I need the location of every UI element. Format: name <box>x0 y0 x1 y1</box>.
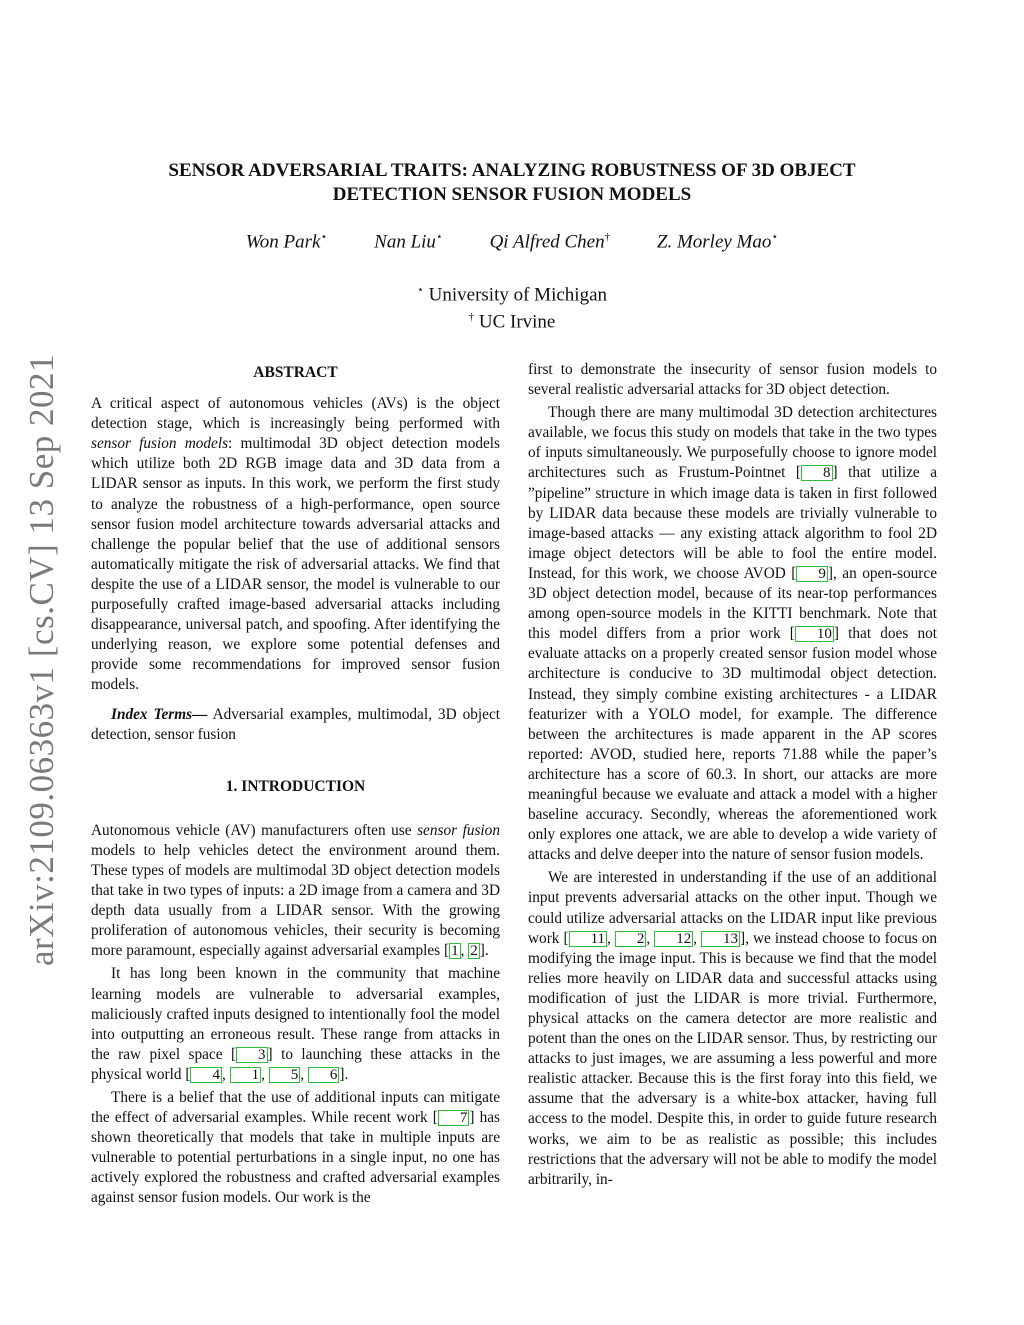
affiliations <box>100 279 924 334</box>
affiliation-mark: † <box>468 311 475 324</box>
author-mark: ⋆ <box>435 231 443 243</box>
intro-paragraph-1: Autonomous vehicle (AV) manufacturers often use sensor fusion models to help vehicles detect the environment around them. These types of models are multimodal 3D object detection models that take in two types of inputs: a 2D image from a camera and 3D depth data usually from a LIDAR sensor. With the growing proliferation of autonomous vehicles, their security is becoming more paramount, especially against adversarial examples [ 1 , 2 ]. <box>91 821 500 960</box>
body-text: , an open-source 3D object detection model, because of its near-top performances among open-source models in the KITTI benchmark. Note that this model differs from a prior work <box>528 564 937 643</box>
right-paragraph-2: We are interested in understanding if the use of an additional input prevents adversarial attacks on the other input. Though we could utilize adversarial attacks on the LIDAR input like previous work [ 11 , 2 , 12 , 13 ], we instead choose to focus on modifying the image input. This is because we find that the model relies more heavily on LIDAR data and successful attacks using modification of just the LIDAR is more trivial. Furthermore, physical attacks on the camera detector are more realistic and potent than the ones on the LIDAR sensor. Thus, by restricting our attacks to just images, we are assuming a less powerful and more realistic attacker. Because this is the first foray into this field, we assume that the adversary is a white-box attacker, having full access to the model. Despite this, in order to guide future research works, we aim to be as realistic as possible; this includes restrictions that the adversary will not be able to modify the model arbitrarily, in- <box>528 869 938 1188</box>
citation-link[interactable]: 13 <box>701 931 740 947</box>
body-text: to launching these attacks in the physical world <box>91 1045 500 1083</box>
body-text: Though there are many multimodal 3D detection architectures available, we focus this study on models that take in the two types of inputs simultaneously. We purposefully choose to ignore model architectures such as Frustum-Pointnet <box>528 404 937 482</box>
affiliation <box>100 306 924 333</box>
affiliation-mark: ⋆ <box>417 284 424 296</box>
arxiv-identifier: arXiv:2109.06363v1 [cs.CV] 13 Sep 2021 <box>22 353 61 967</box>
author <box>246 230 328 253</box>
citation-link[interactable]: 2 <box>470 943 478 960</box>
index-terms-text: Adversarial examples, multimodal, 3D object detection, sensor fusion <box>91 705 501 743</box>
author <box>490 231 611 253</box>
right-column <box>528 360 937 1190</box>
body-text: . <box>484 942 489 960</box>
body-emphasis: sensor fusion <box>417 821 500 839</box>
intro-paragraph-3: There is a belief that the use of additional inputs can mitigate the effect of adversarial examples. While recent work [ 7 ] has shown theoretically that models that take in multiple inputs are vulnerable to potential perturbations in a single input, no one has actively explored the robustness and crafted adversarial examples against sensor fusion models. Our work is the <box>91 1089 501 1207</box>
body-text: that utilize a ”pipeline” structure in which image data is taken in first followed by LIDAR data because these models are trivially vulnerable to image-based attacks — any existing attack algorithm to fool 2D image object detectors will be able to fool the entire model. Instead, for this work, we choose AVOD <box>528 464 937 582</box>
author <box>657 230 778 253</box>
abstract-paragraph <box>91 394 500 695</box>
section-heading-introduction: 1. INTRODUCTION <box>225 777 366 795</box>
body-text: Autonomous vehicle (AV) manufacturers often use <box>91 821 418 839</box>
title-line-1: SENSOR ADVERSARIAL TRAITS: ANALYZING ROBUSTNESS OF 3D OBJECT <box>168 160 856 181</box>
citation-link[interactable]: 6 <box>308 1067 340 1083</box>
abstract-text: A critical aspect of autonomous vehicles (AVs) is the object detection stage, which is increasingly being performed with <box>91 395 500 433</box>
citation-link[interactable]: 8 <box>801 465 833 481</box>
title-line-2: DETECTION SENSOR FUSION MODELS <box>332 184 692 205</box>
abstract-text: : multimodal 3D object detection models which utilize both 2D RGB image data and 3D data from a LIDAR sensor as inputs. In this work, we perform the first study to analyze the robustness of a high-performance, open source sensor fusion model architecture towards adversarial attacks and challenge the popular belief that the use of additional sensors automatically mitigate the risk of adversarial attacks. We find that despite the use of a LIDAR sensor, the model is vulnerable to our purposefully crafted image-based adversarial attacks including disappearance, universal patch, and spoofing. After identifying the underlying reason, we explore some potential defenses and provide some recommendations for improved sensor fusion models. <box>91 435 500 694</box>
citation-link[interactable]: 11 <box>569 931 607 947</box>
body-text: We are interested in understanding if the use of an additional input prevents adversarial attacks on the other input. Though we could utilize adversarial attacks on the LIDAR input like previous work <box>528 869 937 947</box>
citation-link[interactable]: 1 <box>230 1067 262 1083</box>
affiliation-name: UC Irvine <box>474 311 556 333</box>
citation-link[interactable]: 12 <box>654 931 693 947</box>
right-paragraph-1: Though there are many multimodal 3D detection architectures available, we focus this study on models that take in the two types of inputs simultaneously. We purposefully choose to ignore model architectures such as Frustum-Pointnet [ 8 ] that utilize a ”pipeline” structure in which image data is taken in first followed by LIDAR data because these models are trivially vulnerable to image-based attacks — any existing attack algorithm to fool 2D image object detectors will be able to fool the entire model. Instead, for this work, we choose AVOD [ 9 ], an open-source 3D object detection model, because of its near-top performances among open-source models in the KITTI benchmark. Note that this model differs from a prior work [ 10 ] that does not evaluate attacks on a properly created sensor fusion model whose architecture is conducive to 3D multimodal object detection. Instead, they simply combine existing architectures - a LIDAR featurizer with a YOLO model, for example. The difference between the architectures is made apparent in the AP scores reported: AVOD, studied here, reports 71.88 while the paper’s architecture has a score of 60.3. In short, our attacks are more meaningful because we evaluate and attack a model with a higher baseline accuracy. Secondly, whereas the aforementioned work only explores one attack, we are able to develop a wide variety of attacks and delve deeper into the nature of sensor fusion models. <box>528 404 937 864</box>
citation-link[interactable]: 7 <box>438 1110 470 1126</box>
author-name: Nan Liu <box>374 231 436 253</box>
author-mark: ⋆ <box>320 231 328 243</box>
author-name: Qi Alfred Chen <box>489 231 605 253</box>
abstract-emphasis: sensor fusion models <box>91 435 229 453</box>
author <box>374 230 443 253</box>
affiliation <box>100 279 924 306</box>
citation-link[interactable]: 10 <box>795 626 834 642</box>
abstract-heading: ABSTRACT <box>253 364 338 381</box>
intro-paragraph-3-continued: first to demonstrate the insecurity of sensor fusion models to several realistic adversarial attacks for 3D object detection. <box>528 361 937 399</box>
body-text: It has long been known in the community that machine learning models are vulnerable to adversarial examples, maliciously crafted inputs designed to intentionally fool the model into outputting an erroneous result. These range from attacks in the raw pixel space <box>91 965 500 1063</box>
author-name: Won Park <box>245 231 321 253</box>
author-mark: ⋆ <box>771 231 779 243</box>
citation-link[interactable]: 5 <box>269 1067 301 1083</box>
citation-link[interactable]: 1 <box>451 943 459 960</box>
index-terms <box>91 705 500 745</box>
author-list <box>100 230 924 253</box>
body-text: . <box>344 1065 349 1083</box>
body-text: has shown theoretically that models that take in multiple inputs are vulnerable to potential perturbations in a single input, no one has actively explored the robustness and crafted adversarial examples against sensor fusion models. Our work is the <box>91 1109 501 1207</box>
paper-title <box>100 159 924 207</box>
citation-link[interactable]: 9 <box>796 566 828 582</box>
citation-link[interactable]: 3 <box>236 1047 268 1063</box>
affiliation-name: University of Michigan <box>423 284 607 306</box>
body-text: , we instead choose to focus on modifying the image input. This is because we find that the model relies more heavily on LIDAR data and successful attacks using modification of just the LIDAR is more trivial. Furthermore, physical attacks on the camera detector are more realistic and potent than the ones on the LIDAR sensor. Thus, by restricting our attacks to just images, we are assuming a less powerful and more realistic attacker. Because this is the first foray into this field, we assume that the adversary is a white-box attacker, having full access to the model. Despite this, in order to guide future research works, we aim to be as realistic as possible; this includes restrictions that the adversary will not be able to modify the model arbitrarily, in- <box>528 929 938 1188</box>
citation-link[interactable]: 2 <box>615 931 647 947</box>
citation-link[interactable]: 4 <box>190 1067 222 1083</box>
body-text: models to help vehicles detect the environment around them. These types of models are multimodal 3D object detection models that take in two types of inputs: a 2D image from a camera and 3D depth data usually from a LIDAR sensor. With the growing proliferation of autonomous vehicles, their security is becoming more paramount, especially against adversarial examples <box>91 841 500 960</box>
author-mark: † <box>604 231 611 243</box>
intro-paragraph-2: It has long been known in the community that machine learning models are vulnerable to adversarial examples, maliciously crafted inputs designed to intentionally fool the model into outputting an erroneous result. These range from attacks in the raw pixel space [ 3 ] to launching these attacks in the physical world [ 4 , 1 , 5 , 6 ]. <box>91 965 500 1083</box>
left-column <box>91 360 500 1209</box>
body-text: that does not evaluate attacks on a properly created sensor fusion model whose architecture is conducive to 3D multimodal object detection. Instead, they simply combine existing architectures - a LIDAR featurizer with a YOLO model, for example. The difference between the architectures is made apparent in the AP scores reported: AVOD, studied here, reports 71.88 while the paper’s architecture has a score of 60.3. In short, our attacks are more meaningful because we evaluate and attack a model with a higher baseline accuracy. Secondly, whereas the aforementioned work only explores one attack, we are able to develop a wide variety of attacks and delve deeper into the nature of sensor fusion models. <box>528 625 937 864</box>
author-name: Z. Morley Mao <box>656 231 772 253</box>
index-terms-label: Index Terms— <box>111 705 208 723</box>
body-text: There is a belief that the use of additional inputs can mitigate the effect of adversarial examples. While recent work <box>91 1089 500 1127</box>
